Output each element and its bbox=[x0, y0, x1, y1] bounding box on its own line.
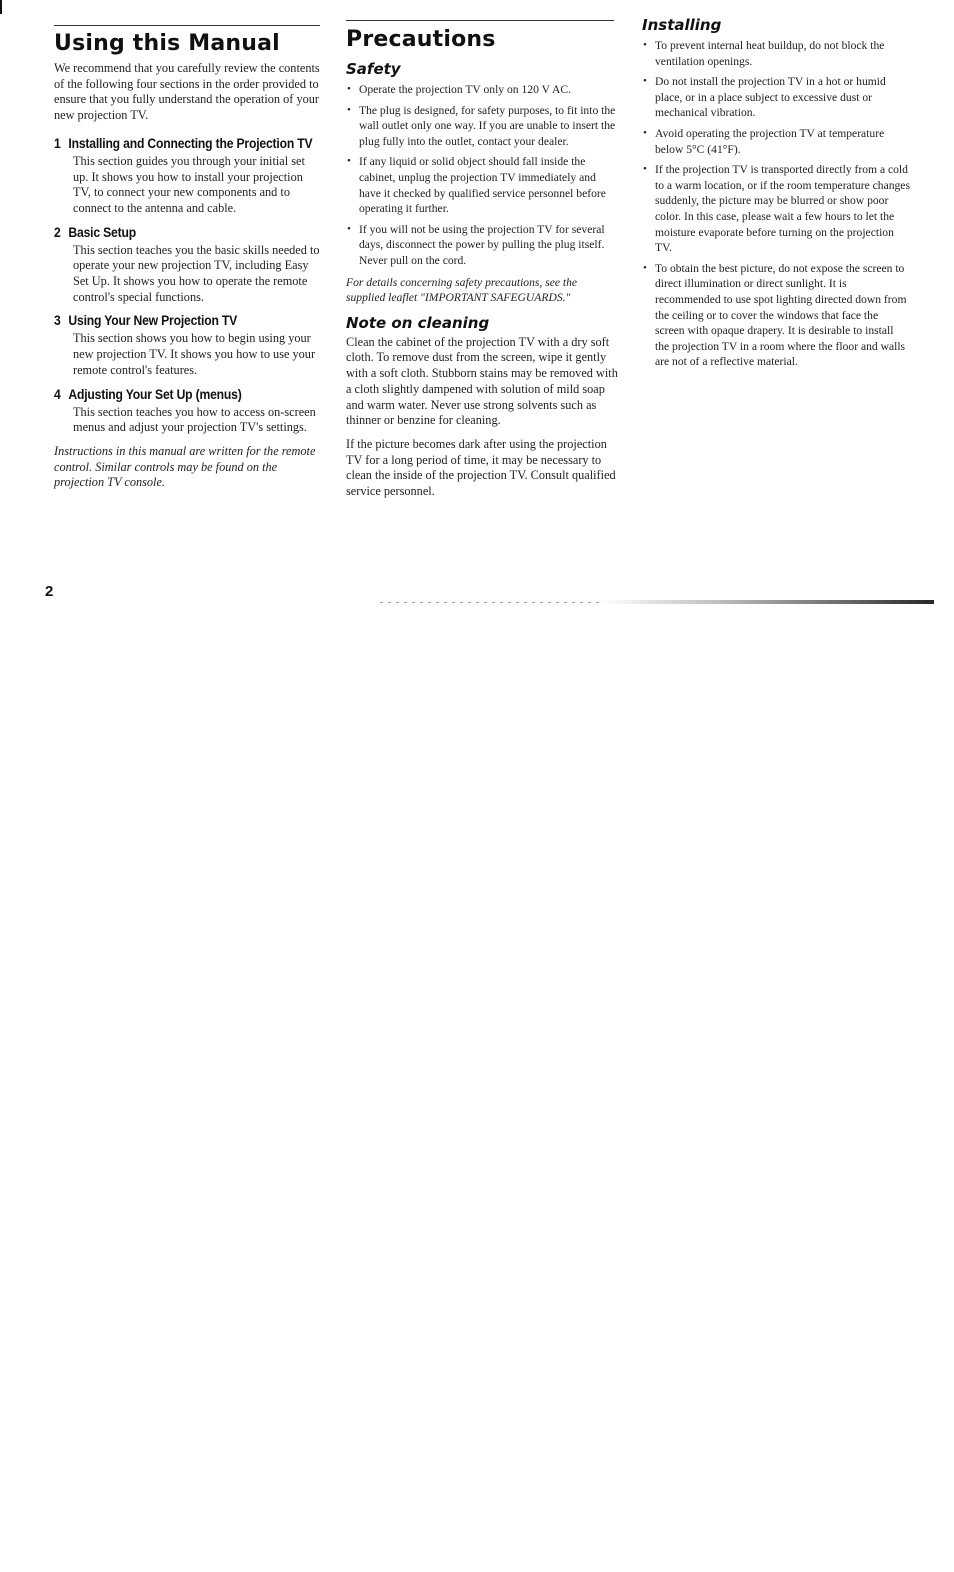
list-item: • If you will not be using the projection TV for several days, disconnect the power by pulling the plug itself. Never pull on the cord. bbox=[347, 222, 605, 267]
scan-mark bbox=[0, 0, 2, 14]
list-item: • If any liquid or solid object should fall inside the cabinet, unplug the projection TV immediately and have it checked by qualified service personnel before operating it further. bbox=[347, 155, 606, 216]
manual-section-3 bbox=[54, 313, 320, 378]
manual-section-heading: 2 Basic Setup bbox=[54, 224, 136, 240]
cleaning-paragraph: Clean the cabinet of the projection TV with a dry soft cloth. To remove dust from the screen, wipe it gently with a soft cloth. Stubborn stains may be removed with a cloth slightly dampened with solution of mild soap and warm water. Never use strong solvents such as thinner or benzine for cleaning. bbox=[346, 334, 618, 428]
manual-section-heading: 3 Using Your New Projection TV bbox=[54, 313, 238, 329]
safety-list bbox=[346, 82, 618, 269]
cleaning-paragraph: If the picture becomes dark after using the projection TV for a long period of time, it may be necessary to clean the inside of the projection TV. Consult qualified service personnel. bbox=[346, 436, 616, 499]
safeguards-note: For details concerning safety precautions, see the supplied leaflet "IMPORTANT SAFEGUARDS." bbox=[346, 275, 578, 305]
installing-heading: Installing bbox=[642, 16, 722, 34]
manual-section-heading: 1 Installing and Connecting the Projection TV bbox=[54, 135, 313, 151]
cleaning-heading: Note on cleaning bbox=[346, 313, 490, 332]
manual-section-2 bbox=[54, 225, 320, 306]
page-number: 2 bbox=[45, 583, 54, 600]
using-manual-title: Using this Manual bbox=[54, 31, 280, 56]
manual-section-text: This section shows you how to begin using your new projection TV. It shows you how to use your remote control's features. bbox=[73, 331, 316, 377]
using-manual-intro: We recommend that you carefully review the contents of the following four sections in the order provided to ensure that you fully understand the operation of your new projection TV. bbox=[54, 61, 320, 123]
scan-artifact bbox=[380, 602, 600, 603]
manual-section-text: This section teaches you the basic skills needed to operate your new projection TV, including Easy Set Up. It shows you how to operate the remote control's special functions. bbox=[73, 242, 320, 304]
remote-control-note: Instructions in this manual are written for the remote control. Similar controls may be found on the projection TV console. bbox=[54, 443, 316, 490]
list-item: • The plug is designed, for safety purposes, to fit into the wall outlet only one way. If you are unable to insert the plug fully into the outlet, contact your dealer. bbox=[347, 103, 616, 148]
manual-section-text: This section guides you through your initial set up. It shows you how to install your projection TV, to connect your new components and to connect to the antenna and cable. bbox=[73, 153, 305, 215]
section-rule bbox=[346, 20, 614, 21]
list-item: • Operate the projection TV only on 120 V AC. bbox=[347, 83, 571, 96]
list-item: • Avoid operating the projection TV at temperature below 5°C (41°F). bbox=[643, 126, 885, 156]
section-rule bbox=[54, 25, 320, 26]
manual-section-heading: 4 Adjusting Your Set Up (menus) bbox=[54, 386, 242, 402]
safety-heading: Safety bbox=[346, 60, 401, 78]
manual-section-4 bbox=[54, 387, 320, 436]
manual-section-1 bbox=[54, 136, 320, 217]
list-item: • To prevent internal heat buildup, do not block the ventilation openings. bbox=[643, 39, 885, 68]
precautions-title: Precautions bbox=[346, 27, 496, 52]
list-item: • Do not install the projection TV in a hot or humid place, or in a place subject to excessive dust or mechanical vibration. bbox=[643, 75, 886, 120]
list-item: • If the projection TV is transported directly from a cold to a warm location, or if the room temperature changes suddenly, the picture may be blurred or show poor color. In this case, please wait a few hours to let the moisture evaporate before turning on the projection TV. bbox=[643, 163, 910, 255]
scan-artifact bbox=[600, 600, 934, 604]
installing-list bbox=[642, 38, 910, 370]
manual-section-text: This section teaches you how to access on-screen menus and adjust your projection TV's settings. bbox=[73, 404, 316, 435]
list-item: • To obtain the best picture, do not expose the screen to direct illumination or direct sunlight. It is recommended to use spot lighting directed down from the ceiling or to cover the windows that face the screen with opaque drapery. It is desirable to install the projection TV in a room where the floor and walls are not of a reflective material. bbox=[643, 261, 907, 369]
